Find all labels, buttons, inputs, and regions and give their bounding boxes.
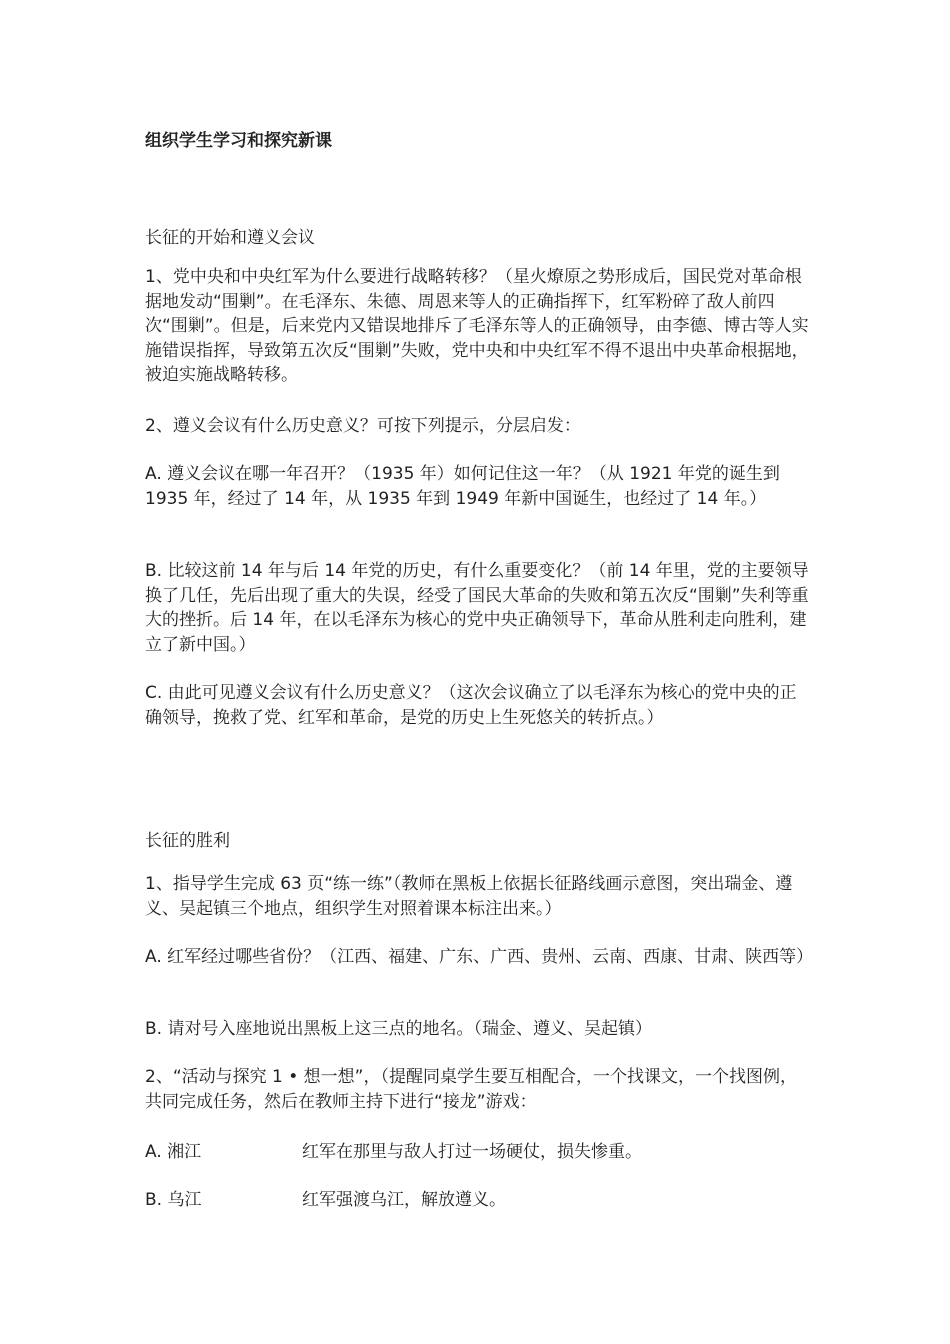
item-label: B. 乌江 [145, 1190, 202, 1210]
paragraph-answer-a: A. 遵义会议在哪一年召开？（1935 年）如何记住这一年？（从 1921 年党的诞生到 1935 年，经过了 14 年，从 1935 年到 1949 年新中国诞生，也经过了 14 年。） [145, 464, 780, 509]
paragraph-exercise-1: 1、指导学生完成 63 页“练一练”（教师在黑板上依据长征路线画示意图，突出瑞金、遵义、吴起镇三个地点，组织学生对照着课本标注出来。） [145, 874, 793, 919]
paragraph-activity-2: 2、“活动与探究 1 • 想一想”，（提醒同桌学生要互相配合，一个找课文，一个找图例，共同完成任务，然后在教师主持下进行“接龙”游戏： [145, 1067, 797, 1112]
section-heading-zunyi: 长征的开始和遵义会议 [145, 228, 315, 248]
item-text: 红军强渡乌江，解放遵义。 [302, 1190, 506, 1210]
paragraph-question-1: 1、党中央和中央红军为什么要进行战略转移？（星火燎原之势形成后，国民党对革命根据地发动“围剿”。在毛泽东、朱德、周恩来等人的正确指挥下，红军粉碎了敌人前四次“围剿”。但是，后来党内又错误地排斥了毛泽东等人的正确领导，由李德、博古等人实施错误指挥，导致第五次反“围剿”失败，党中央和中央红军不得不退出中央革命根据地，被迫实施战略转移。 [145, 267, 809, 385]
list-item [145, 1137, 642, 1162]
item-text: 红军在那里与敌人打过一场硬仗，损失惨重。 [302, 1142, 642, 1162]
paragraph-provinces: A. 红军经过哪些省份？（江西、福建、广东、广西、贵州、云南、西康、甘肃、陕西等） [145, 947, 814, 967]
paragraph-answer-b: B. 比较这前 14 年与后 14 年党的历史，有什么重要变化？（前 14 年里，党的主要领导换了几任，先后出现了重大的失误，经受了国民大革命的失败和第五次反“围剿”失利等重大的挫折。后 14 年，在以毛泽东为核心的党中央正确领导下，革命从胜利走向胜利，建立了新中国。） [145, 561, 809, 655]
list-item [145, 1185, 506, 1210]
paragraph-place-names: B. 请对号入座地说出黑板上这三点的地名。（瑞金、遵义、吴起镇） [145, 1019, 652, 1039]
document-title: 组织学生学习和探究新课 [145, 131, 332, 151]
item-label: A. 湘江 [145, 1142, 202, 1162]
section-heading-victory: 长征的胜利 [145, 831, 230, 851]
paragraph-answer-c: C. 由此可见遵义会议有什么历史意义？（这次会议确立了以毛泽东为核心的党中央的正确领导，挽救了党、红军和革命，是党的历史上生死悠关的转折点。） [145, 683, 797, 728]
paragraph-question-2: 2、遵义会议有什么历史意义？可按下列提示，分层启发： [145, 416, 581, 436]
